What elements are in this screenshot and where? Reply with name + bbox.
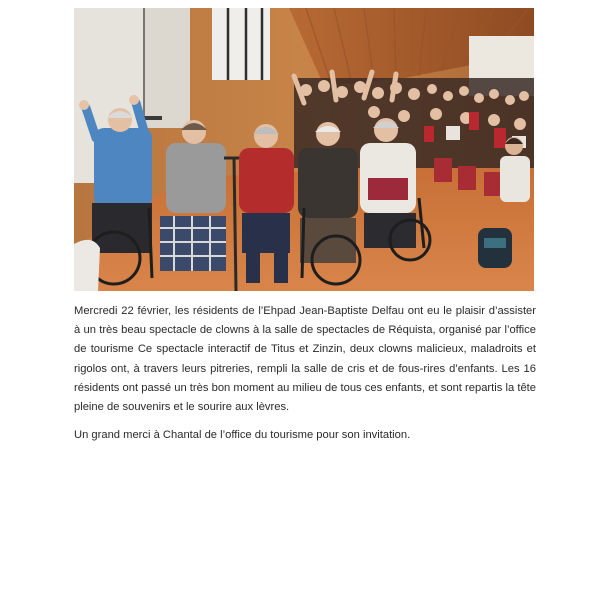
article-body	[74, 302, 536, 445]
white-bag	[74, 240, 100, 291]
event-photo-illustration	[74, 8, 534, 291]
backpack	[478, 228, 512, 268]
event-photo	[74, 8, 534, 291]
article-paragraph-thanks: Un grand merci à Chantal de l’office du tourisme pour son invitation.	[74, 429, 411, 442]
article-paragraph-main: Mercredi 22 février, les résidents de l’Ehpad Jean-Baptiste Delfau ont eu le plaisir d’assister à un très beau spectacle de clowns à la salle de spectacles de Réquista, organisé par l’office de tourisme Ce spectacle interactif de Titus et Zinzin, deux clowns malicieux, maladroits et rigolos ont, à travers leurs pitreries, rempli la salle de cris et de fous-rires d’enfants. Les 16 résidents ont passé un très bon moment au milieu de tous ces enfants, et sont repartis la tête pleine de souvenirs et le sourire aux lèvres.	[74, 305, 536, 414]
white-door-panel	[144, 8, 190, 128]
